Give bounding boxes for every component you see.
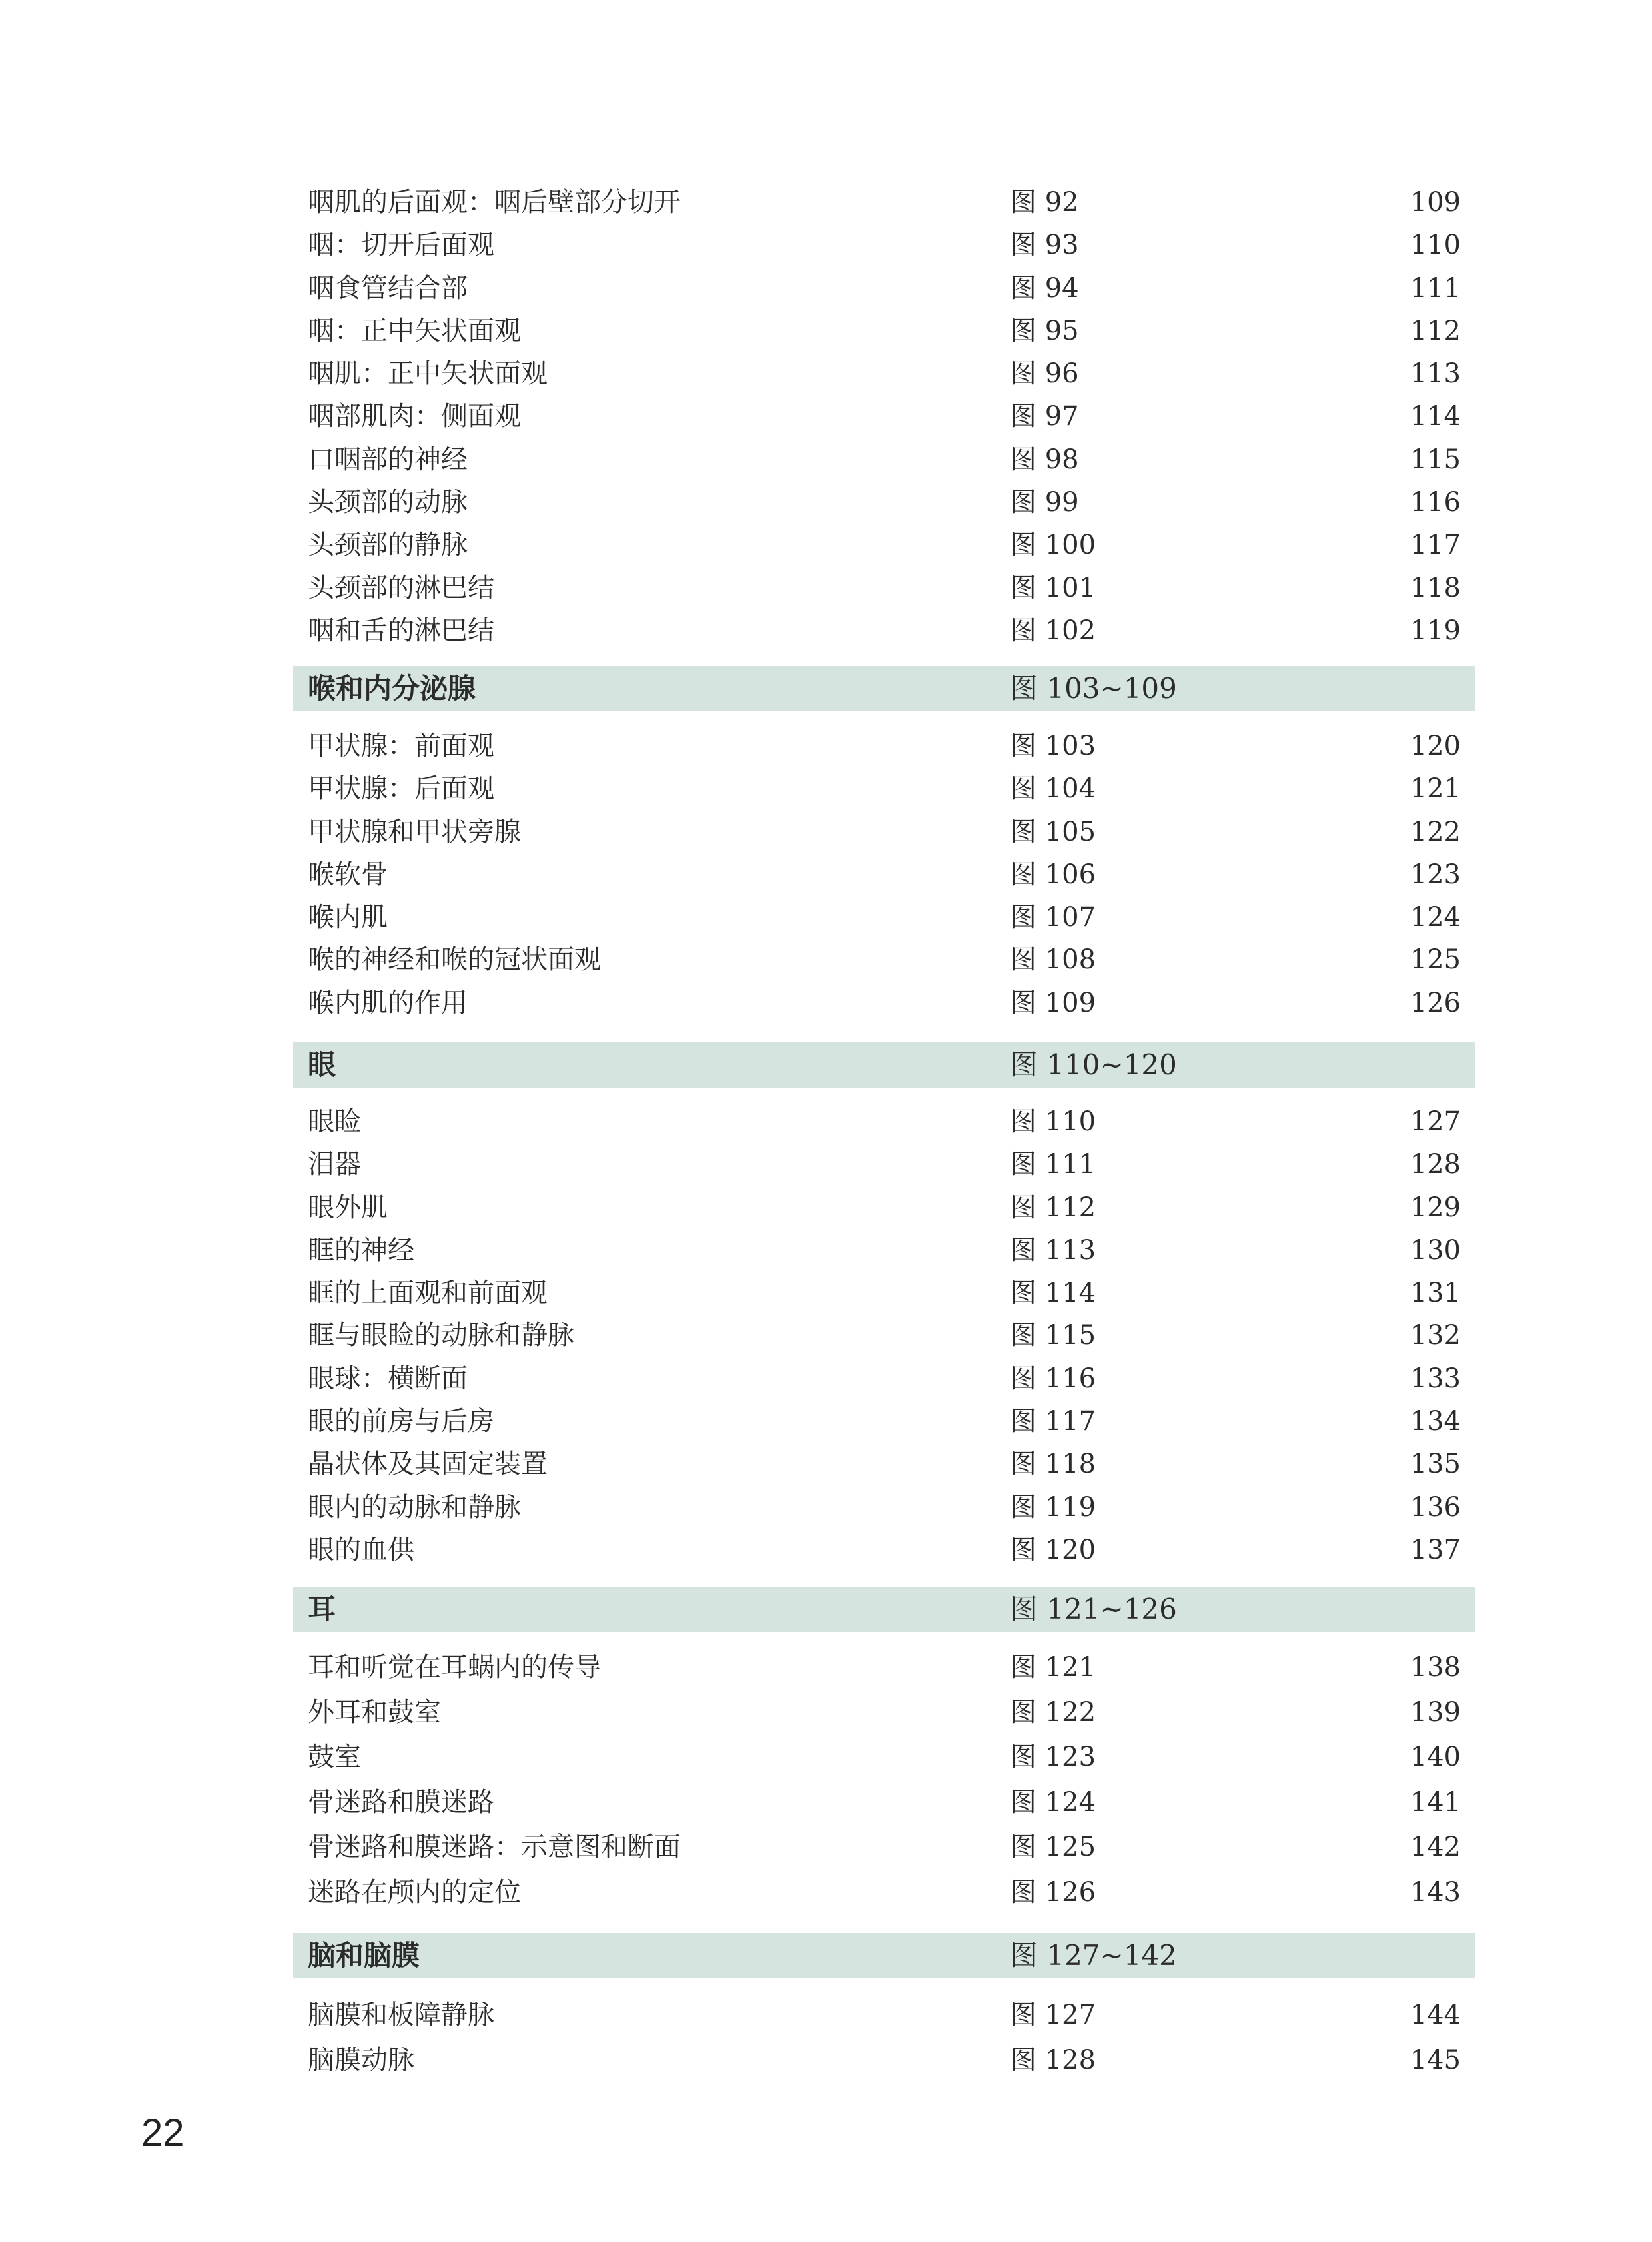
section-title: 耳 — [308, 1593, 336, 1625]
entry-figure: 图 123 — [1010, 1742, 1096, 1772]
entry-figure: 图 107 — [1010, 902, 1096, 933]
entry-title: 喉内肌 — [308, 902, 388, 933]
toc-entry[interactable] — [293, 1486, 1475, 1529]
toc-entry[interactable] — [293, 811, 1475, 853]
toc-entry[interactable] — [293, 1780, 1475, 1826]
entry-page: 127 — [1410, 1106, 1461, 1137]
entry-page: 119 — [1410, 615, 1461, 646]
entry-figure: 图 120 — [1010, 1534, 1096, 1565]
entry-page: 109 — [1410, 187, 1461, 218]
section-figure-range: 图 103~109 — [1010, 672, 1177, 705]
entry-page: 111 — [1410, 272, 1461, 304]
toc-entry[interactable] — [293, 1357, 1475, 1400]
entry-figure: 图 99 — [1010, 487, 1079, 518]
toc-entry[interactable] — [293, 1229, 1475, 1272]
entry-page: 142 — [1410, 1832, 1461, 1862]
entry-title: 眼内的动脉和静脉 — [308, 1491, 521, 1523]
entry-figure: 图 106 — [1010, 859, 1096, 890]
entry-page: 133 — [1410, 1363, 1461, 1394]
section-title: 眼 — [308, 1048, 336, 1081]
entry-title: 眼的血供 — [308, 1534, 414, 1565]
entry-figure: 图 119 — [1010, 1491, 1096, 1523]
toc-entry[interactable] — [293, 767, 1475, 810]
entry-figure: 图 105 — [1010, 816, 1096, 847]
entry-page: 122 — [1410, 816, 1461, 847]
section-figure-range: 图 121~126 — [1010, 1593, 1177, 1625]
entry-figure: 图 122 — [1010, 1696, 1096, 1728]
entry-title: 头颈部的动脉 — [308, 487, 468, 518]
toc-entry-block — [293, 1100, 1475, 1571]
entry-figure: 图 113 — [1010, 1234, 1096, 1266]
entry-figure: 图 104 — [1010, 773, 1096, 805]
toc-entry[interactable] — [293, 181, 1475, 224]
toc-entry[interactable] — [293, 1529, 1475, 1571]
toc-entry-block — [293, 1645, 1475, 1915]
toc-entry[interactable] — [293, 1735, 1475, 1780]
entry-page: 131 — [1410, 1278, 1461, 1309]
entry-figure: 图 98 — [1010, 444, 1079, 475]
entry-title: 咽食管结合部 — [308, 272, 468, 304]
entry-title: 骨迷路和膜迷路 — [308, 1786, 494, 1818]
toc-entry[interactable] — [293, 1690, 1475, 1736]
toc-entry-block — [293, 1993, 1475, 2083]
entry-figure: 图 103 — [1010, 731, 1096, 761]
entry-figure: 图 116 — [1010, 1363, 1096, 1394]
section-header[interactable] — [293, 1933, 1475, 1978]
entry-page: 113 — [1410, 358, 1461, 390]
entry-page: 141 — [1410, 1786, 1461, 1818]
toc-entry[interactable] — [293, 725, 1475, 767]
toc-entry[interactable] — [293, 2038, 1475, 2083]
toc-entry[interactable] — [293, 1400, 1475, 1443]
toc-entry[interactable] — [293, 1314, 1475, 1357]
section-header[interactable] — [293, 1042, 1475, 1088]
toc-entry[interactable] — [293, 1870, 1475, 1916]
entry-title: 脑膜和板障静脉 — [308, 2000, 494, 2030]
entry-page: 117 — [1410, 530, 1461, 561]
entry-page: 132 — [1410, 1320, 1461, 1351]
entry-figure: 图 125 — [1010, 1832, 1096, 1862]
toc-entry[interactable] — [293, 1993, 1475, 2038]
section-header[interactable] — [293, 1587, 1475, 1632]
entry-title: 甲状腺：后面观 — [308, 773, 494, 805]
section-title: 喉和内分泌腺 — [308, 672, 476, 705]
toc-entry[interactable] — [293, 567, 1475, 609]
entry-title: 眼睑 — [308, 1106, 361, 1137]
toc-entry[interactable] — [293, 853, 1475, 896]
toc-entry[interactable] — [293, 896, 1475, 938]
toc-entry[interactable] — [293, 1825, 1475, 1870]
entry-page: 118 — [1410, 572, 1461, 603]
entry-title: 咽肌：正中矢状面观 — [308, 358, 548, 390]
entry-page: 126 — [1410, 987, 1461, 1018]
entry-page: 137 — [1410, 1534, 1461, 1565]
toc-entry[interactable] — [293, 1272, 1475, 1314]
entry-figure: 图 94 — [1010, 272, 1079, 304]
toc-entry[interactable] — [293, 938, 1475, 981]
entry-title: 晶状体及其固定装置 — [308, 1449, 548, 1480]
entry-page: 140 — [1410, 1742, 1461, 1772]
toc-entry[interactable] — [293, 481, 1475, 524]
entry-title: 泪器 — [308, 1149, 361, 1180]
section-figure-range: 图 110~120 — [1010, 1048, 1177, 1081]
entry-title: 咽和舌的淋巴结 — [308, 615, 494, 646]
toc-entry[interactable] — [293, 352, 1475, 395]
section-title: 脑和脑膜 — [308, 1939, 420, 1972]
toc-entry[interactable] — [293, 524, 1475, 566]
entry-title: 咽：正中矢状面观 — [308, 315, 521, 346]
entry-page: 125 — [1410, 944, 1461, 976]
entry-title: 喉的神经和喉的冠状面观 — [308, 944, 601, 976]
toc-entry[interactable] — [293, 1186, 1475, 1229]
entry-figure: 图 117 — [1010, 1406, 1096, 1437]
entry-title: 喉内肌的作用 — [308, 987, 468, 1018]
toc-entry[interactable] — [293, 224, 1475, 266]
entry-title: 耳和听觉在耳蜗内的传导 — [308, 1652, 601, 1682]
entry-title: 口咽部的神经 — [308, 444, 468, 475]
entry-title: 外耳和鼓室 — [308, 1696, 441, 1728]
entry-page: 144 — [1410, 2000, 1461, 2030]
toc-entry[interactable] — [293, 1143, 1475, 1186]
entry-figure: 图 109 — [1010, 987, 1096, 1018]
entry-page: 134 — [1410, 1406, 1461, 1437]
entry-title: 头颈部的静脉 — [308, 530, 468, 561]
toc-entry[interactable] — [293, 1645, 1475, 1690]
entry-figure: 图 128 — [1010, 2044, 1096, 2075]
entry-title: 甲状腺：前面观 — [308, 731, 494, 761]
entry-figure: 图 126 — [1010, 1876, 1096, 1908]
entry-figure: 图 102 — [1010, 615, 1096, 646]
entry-figure: 图 115 — [1010, 1320, 1096, 1351]
entry-page: 145 — [1410, 2044, 1461, 2075]
entry-title: 喉软骨 — [308, 859, 388, 890]
toc-entry[interactable] — [293, 609, 1475, 652]
entry-title: 眼的前房与后房 — [308, 1406, 494, 1437]
entry-title: 头颈部的淋巴结 — [308, 572, 494, 603]
toc-entry[interactable] — [293, 1443, 1475, 1485]
entry-page: 114 — [1410, 401, 1461, 432]
entry-figure: 图 110 — [1010, 1106, 1096, 1137]
entry-figure: 图 127 — [1010, 2000, 1096, 2030]
entry-page: 116 — [1410, 487, 1461, 518]
toc-entry[interactable] — [293, 310, 1475, 352]
entry-page: 124 — [1410, 902, 1461, 933]
entry-figure: 图 100 — [1010, 530, 1096, 561]
toc-entry-block — [293, 181, 1475, 652]
entry-page: 143 — [1410, 1876, 1461, 1908]
entry-title: 咽部肌肉：侧面观 — [308, 401, 521, 432]
entry-title: 甲状腺和甲状旁腺 — [308, 816, 521, 847]
entry-title: 眼球：横断面 — [308, 1363, 468, 1394]
entry-title: 脑膜动脉 — [308, 2044, 414, 2075]
toc-entry-block — [293, 725, 1475, 1024]
entry-figure: 图 92 — [1010, 187, 1079, 218]
entry-title: 眼外肌 — [308, 1192, 388, 1223]
entry-page: 135 — [1410, 1449, 1461, 1480]
entry-page: 138 — [1410, 1652, 1461, 1682]
entry-figure: 图 112 — [1010, 1192, 1096, 1223]
entry-page: 129 — [1410, 1192, 1461, 1223]
entry-figure: 图 124 — [1010, 1786, 1096, 1818]
entry-title: 眶的神经 — [308, 1234, 414, 1266]
entry-page: 139 — [1410, 1696, 1461, 1728]
entry-page: 136 — [1410, 1491, 1461, 1523]
entry-title: 咽肌的后面观：咽后壁部分切开 — [308, 187, 681, 218]
entry-figure: 图 118 — [1010, 1449, 1096, 1480]
section-figure-range: 图 127~142 — [1010, 1939, 1177, 1972]
entry-figure: 图 108 — [1010, 944, 1096, 976]
toc-entry[interactable] — [293, 438, 1475, 481]
entry-title: 眶的上面观和前面观 — [308, 1278, 548, 1309]
entry-page: 121 — [1410, 773, 1461, 805]
entry-page: 110 — [1410, 230, 1461, 261]
entry-title: 迷路在颅内的定位 — [308, 1876, 521, 1908]
entry-title: 咽：切开后面观 — [308, 230, 494, 261]
entry-figure: 图 114 — [1010, 1278, 1096, 1309]
entry-title: 鼓室 — [308, 1742, 361, 1772]
toc-entry[interactable] — [293, 267, 1475, 310]
toc-entry[interactable] — [293, 395, 1475, 438]
entry-page: 128 — [1410, 1149, 1461, 1180]
entry-title: 眶与眼睑的动脉和静脉 — [308, 1320, 574, 1351]
entry-title: 骨迷路和膜迷路：示意图和断面 — [308, 1832, 681, 1862]
entry-page: 130 — [1410, 1234, 1461, 1266]
entry-figure: 图 95 — [1010, 315, 1079, 346]
entry-page: 120 — [1410, 731, 1461, 761]
section-header[interactable] — [293, 666, 1475, 711]
entry-figure: 图 97 — [1010, 401, 1079, 432]
entry-page: 123 — [1410, 859, 1461, 890]
entry-page: 115 — [1410, 444, 1461, 475]
entry-page: 112 — [1410, 315, 1461, 346]
page-number: 22 — [141, 2111, 185, 2155]
entry-figure: 图 96 — [1010, 358, 1079, 390]
entry-figure: 图 93 — [1010, 230, 1079, 261]
toc-entry[interactable] — [293, 1100, 1475, 1143]
entry-figure: 图 121 — [1010, 1652, 1096, 1682]
entry-figure: 图 111 — [1010, 1149, 1096, 1180]
entry-figure: 图 101 — [1010, 572, 1096, 603]
toc-entry[interactable] — [293, 982, 1475, 1024]
